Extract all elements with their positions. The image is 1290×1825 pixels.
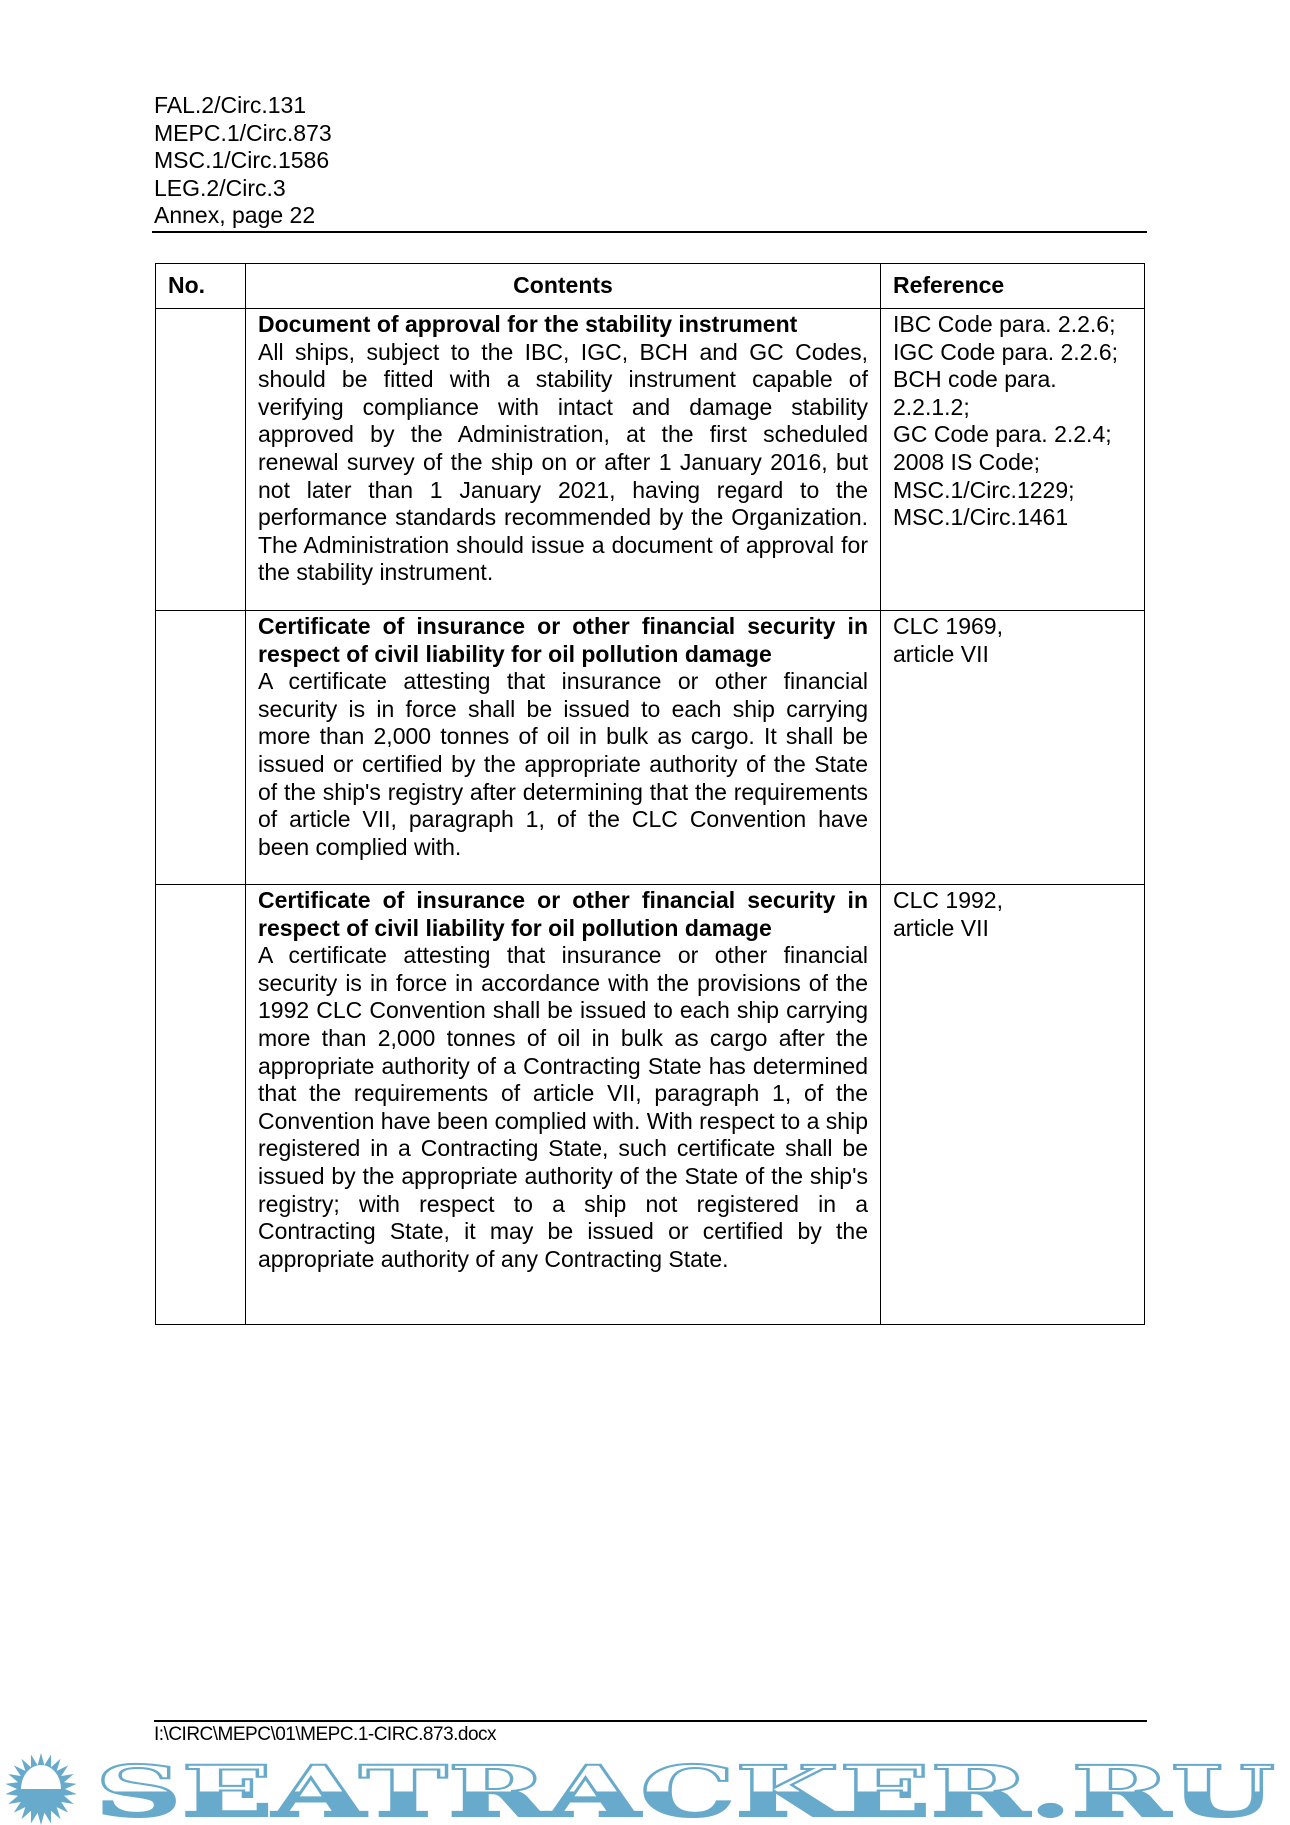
reference-line: GC Code para. 2.2.4; <box>893 421 1112 448</box>
table-header-row <box>156 264 1145 309</box>
item-title: Certificate of insurance or other financial security in respect of civil liability for oil pollution damage <box>258 613 868 667</box>
table-row <box>156 611 1145 885</box>
symbol-leg: LEG.2/Circ.3 <box>154 174 286 201</box>
cell-contents <box>246 309 881 611</box>
reference-line: 2.2.1.2; <box>893 393 970 420</box>
header-rule <box>152 231 1147 233</box>
cell-reference <box>881 309 1145 611</box>
certificates-table <box>155 263 1145 1325</box>
cell-no <box>156 885 246 1325</box>
reference-line: MSC.1/Circ.1461 <box>893 504 1069 531</box>
footer-rule <box>154 1720 1147 1722</box>
reference-line: article VII <box>893 914 989 941</box>
cell-contents <box>246 885 881 1325</box>
column-header-contents: Contents <box>246 264 881 309</box>
cell-no <box>156 611 246 885</box>
reference-line: MSC.1/Circ.1229; <box>893 476 1075 503</box>
reference-line: CLC 1992, <box>893 887 1003 913</box>
reference-line: 2008 IS Code; <box>893 448 1041 475</box>
reference-line: IGC Code para. 2.2.6; <box>893 338 1119 365</box>
symbol-fal: FAL.2/Circ.131 <box>154 92 307 118</box>
table-row <box>156 885 1145 1325</box>
sun-logo-icon <box>5 1753 76 1825</box>
footer-file-path: I:\CIRC\MEPC\01\MEPC.1-CIRC.873.docx <box>154 1724 497 1745</box>
document-header <box>154 92 332 230</box>
column-header-reference: Reference <box>881 264 1145 309</box>
item-body: All ships, subject to the IBC, IGC, BCH and GC Codes, should be fitted with a stability instrument capable of verifying compliance with intact and damage stability approved by the Administration, at the first scheduled renewal survey of the ship on or after 1 January 2016, but not later than 1 January 2021, having regard to the performance standards recommended by the Organization. The Administration should issue a document of approval for the stability instrument. <box>258 338 868 586</box>
cell-reference <box>881 611 1145 885</box>
column-header-no: No. <box>156 264 246 309</box>
symbol-mepc: MEPC.1/Circ.873 <box>154 119 332 146</box>
item-title: Document of approval for the stability instrument <box>258 311 798 337</box>
watermark-text: SEATRACKER.RU <box>95 1752 1275 1825</box>
table-row <box>156 309 1145 611</box>
reference-line: article VII <box>893 640 989 667</box>
cell-contents <box>246 611 881 885</box>
reference-line: BCH code para. <box>893 366 1057 393</box>
symbol-msc: MSC.1/Circ.1586 <box>154 147 330 174</box>
cell-no <box>156 309 246 611</box>
item-body: A certificate attesting that insurance or other financial security is in force in accordance with the provisions of the 1992 CLC Convention shall be issued to each ship carrying more than 2,000 tonnes of oil in bulk as cargo after the appropriate authority of a Contracting State has determined that the requirements of article VII, paragraph 1, of the Convention have been complied with. With respect to a ship registered in a Contracting State, such certificate shall be issued by the appropriate authority of the State of the ship's registry; with respect to a ship not registered in a Contracting State, it may be issued or certified by the appropriate authority of any Contracting State. <box>258 942 868 1272</box>
seatracker-watermark <box>0 1752 1290 1825</box>
page-number: Annex, page 22 <box>154 202 316 229</box>
reference-line: IBC Code para. 2.2.6; <box>893 311 1116 337</box>
cell-reference <box>881 885 1145 1325</box>
item-title: Certificate of insurance or other financial security in respect of civil liability for oil pollution damage <box>258 887 868 941</box>
reference-line: CLC 1969, <box>893 613 1003 639</box>
item-body: A certificate attesting that insurance or other financial security is in force shall be issued to each ship carrying more than 2,000 tonnes of oil in bulk as cargo. It shall be issued or certified by the appropriate authority of the State of the ship's registry after determining that the requirements of article VII, paragraph 1, of the CLC Convention have been complied with. <box>258 668 868 860</box>
